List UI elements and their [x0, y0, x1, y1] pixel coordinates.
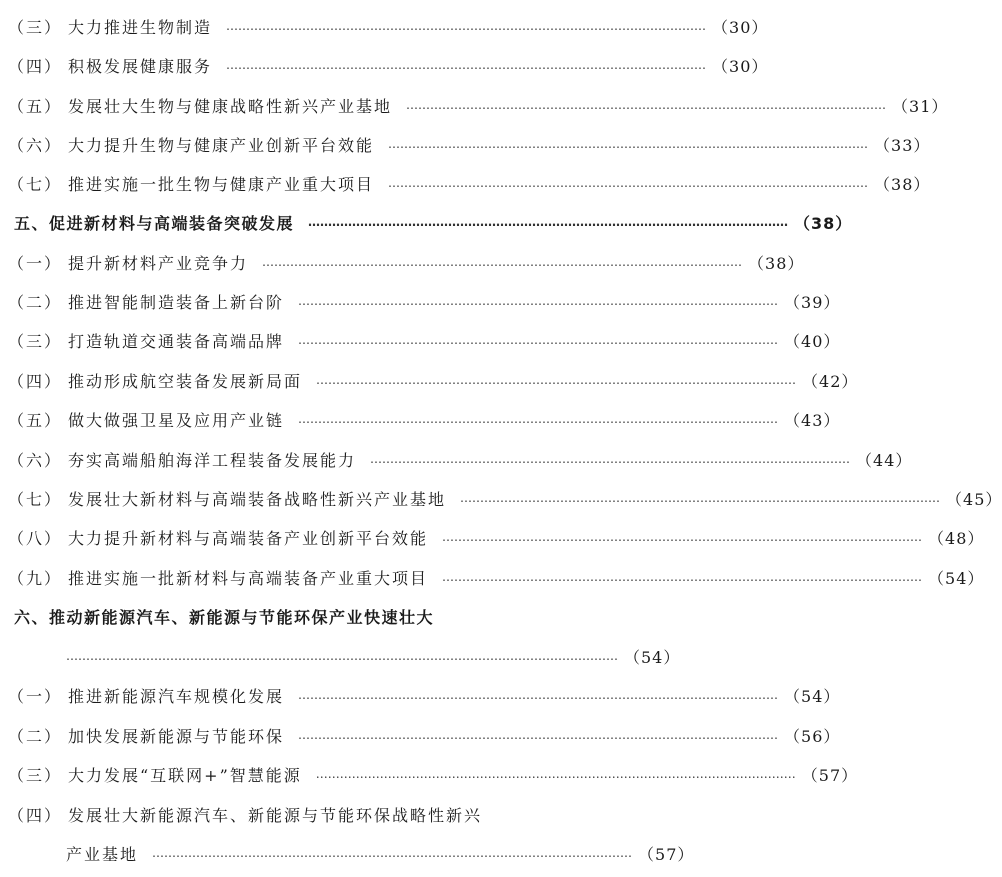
toc-entry-5-2[interactable] — [8, 288, 841, 314]
leader-dots: ………………………………………………………………………………………………………… — [226, 19, 707, 33]
leader-dots: ………………………………………………………………………………………………………… — [442, 570, 923, 584]
toc-entry-3-5[interactable] — [8, 92, 949, 118]
leader-dots: ………………………………………………………………………………………………………… — [315, 767, 796, 781]
entry-number: （八） — [8, 528, 63, 548]
entry-page: （57） — [638, 844, 695, 864]
entry-page: （38） — [748, 253, 805, 273]
entry-title: 推进新能源汽车规模化发展 — [68, 686, 285, 706]
toc-entry-6-1[interactable] — [8, 682, 841, 708]
toc-entry-5-1[interactable] — [8, 249, 805, 275]
toc-entry-5-8[interactable] — [8, 524, 985, 550]
entry-number: （一） — [8, 686, 63, 706]
leader-dots: ………………………………………………………………………………………………………… — [262, 255, 743, 269]
leader-dots: ………………………………………………………………………………………………………… — [388, 176, 869, 190]
leader-dots: ………………………………………………………………………………………………………… — [298, 688, 779, 702]
toc-entry-5-3[interactable] — [8, 327, 841, 353]
toc-entry-5-5[interactable] — [8, 406, 841, 432]
entry-title: 推动形成航空装备发展新局面 — [68, 371, 303, 391]
entry-page: （30） — [712, 56, 769, 76]
toc-entry-3-6[interactable] — [8, 131, 931, 157]
entry-number: （七） — [8, 489, 63, 509]
entry-number: （五） — [8, 410, 63, 430]
toc-entry-5-7[interactable] — [8, 485, 1002, 511]
toc-entry-6-3[interactable] — [8, 761, 859, 787]
leader-dots: ………………………………………………………………………………………………………… — [406, 98, 887, 112]
toc-entry-5-9[interactable] — [8, 564, 985, 590]
leader-dots: ………………………………………………………………………………………………………… — [226, 58, 707, 72]
entry-title-continuation: 产业基地 — [66, 844, 139, 864]
entry-page: （38） — [794, 213, 853, 233]
entry-number: （四） — [8, 56, 63, 76]
entry-number: （六） — [8, 135, 63, 155]
entry-number: （四） — [8, 371, 63, 391]
leader-dots: ………………………………………………………………………………………………………… — [370, 452, 851, 466]
entry-page: （33） — [874, 135, 931, 155]
entry-number: （三） — [8, 765, 63, 785]
entry-title: 大力提升生物与健康产业创新平台效能 — [68, 135, 375, 155]
entry-title: 打造轨道交通装备高端品牌 — [68, 331, 285, 351]
entry-title: 加快发展新能源与节能环保 — [68, 726, 285, 746]
entry-title: 发展壮大生物与健康战略性新兴产业基地 — [68, 96, 393, 116]
entry-number: （七） — [8, 174, 63, 194]
toc-entry-6-2[interactable] — [8, 722, 841, 748]
toc-entry-3-7[interactable] — [8, 170, 931, 196]
leader-dots: ………………………………………………………………………………………………………… — [152, 846, 633, 860]
toc-section-6-leader-line[interactable] — [66, 643, 681, 669]
entry-title: 积极发展健康服务 — [68, 56, 213, 76]
entry-number: （九） — [8, 568, 63, 588]
leader-dots: ………………………………………………………………………………………………………… — [298, 333, 779, 347]
entry-number: （三） — [8, 17, 63, 37]
leader-dots: ………………………………………………………………………………………………………… — [388, 137, 869, 151]
toc-entry-3-3[interactable] — [8, 13, 769, 39]
entry-title: 大力推进生物制造 — [68, 17, 213, 37]
entry-page: （43） — [784, 410, 841, 430]
toc-section-6[interactable] — [14, 603, 602, 629]
entry-page: （56） — [784, 726, 841, 746]
entry-title: 推进实施一批新材料与高端装备产业重大项目 — [68, 568, 429, 588]
entry-number: （二） — [8, 292, 63, 312]
entry-title: 推进实施一批生物与健康产业重大项目 — [68, 174, 375, 194]
entry-page: （42） — [802, 371, 859, 391]
entry-page: （54） — [624, 647, 681, 667]
entry-page: （38） — [874, 174, 931, 194]
toc-entry-6-4[interactable] — [8, 801, 602, 827]
entry-number: （四） — [8, 805, 63, 825]
leader-dots: ………………………………………………………………………………………………………………………… — [66, 649, 618, 663]
leader-dots: ………………………………………………………………………………………………………… — [316, 373, 797, 387]
entry-number: （三） — [8, 331, 63, 351]
entry-title: 夯实高端船舶海洋工程装备发展能力 — [68, 450, 357, 470]
entry-page: （31） — [892, 96, 949, 116]
entry-title: 提升新材料产业竞争力 — [68, 253, 249, 273]
entry-number: （一） — [8, 253, 63, 273]
toc-entry-6-4-continuation[interactable] — [66, 840, 695, 866]
entry-title: 做大做强卫星及应用产业链 — [68, 410, 285, 430]
entry-page: （30） — [712, 17, 769, 37]
section-heading: 六、推动新能源汽车、新能源与节能环保产业快速壮大 — [14, 607, 435, 627]
entry-title: 大力提升新材料与高端装备产业创新平台效能 — [68, 528, 429, 548]
entry-page: （39） — [784, 292, 841, 312]
entry-number: （五） — [8, 96, 63, 116]
entry-title: 大力发展“互联网+”智慧能源 — [68, 765, 302, 785]
leader-dots: ………………………………………………………………………………………………………… — [308, 215, 789, 229]
entry-title: 推进智能制造装备上新台阶 — [68, 292, 285, 312]
entry-page: （45） — [946, 489, 1002, 509]
entry-title: 发展壮大新能源汽车、新能源与节能环保战略性新兴 — [68, 805, 483, 825]
toc-entry-5-6[interactable] — [8, 446, 913, 472]
entry-page: （48） — [928, 528, 985, 548]
section-heading: 五、促进新材料与高端装备突破发展 — [14, 213, 295, 233]
entry-page: （40） — [784, 331, 841, 351]
entry-page: （57） — [801, 765, 859, 785]
leader-dots: ………………………………………………………………………………………………………… — [460, 491, 941, 505]
entry-page: （44） — [856, 450, 913, 470]
leader-dots: ………………………………………………………………………………………………………… — [298, 412, 779, 426]
entry-page: （54） — [928, 568, 985, 588]
entry-page: （54） — [784, 686, 841, 706]
leader-dots: ………………………………………………………………………………………………………… — [442, 530, 923, 544]
toc-section-5[interactable] — [14, 209, 853, 235]
leader-dots: ………………………………………………………………………………………………………… — [298, 294, 779, 308]
toc-entry-5-4[interactable] — [8, 367, 859, 393]
leader-dots: ………………………………………………………………………………………………………… — [298, 728, 779, 742]
toc-entry-3-4[interactable] — [8, 52, 769, 78]
entry-number: （六） — [8, 450, 63, 470]
entry-number: （二） — [8, 726, 63, 746]
entry-title: 发展壮大新材料与高端装备战略性新兴产业基地 — [68, 489, 447, 509]
